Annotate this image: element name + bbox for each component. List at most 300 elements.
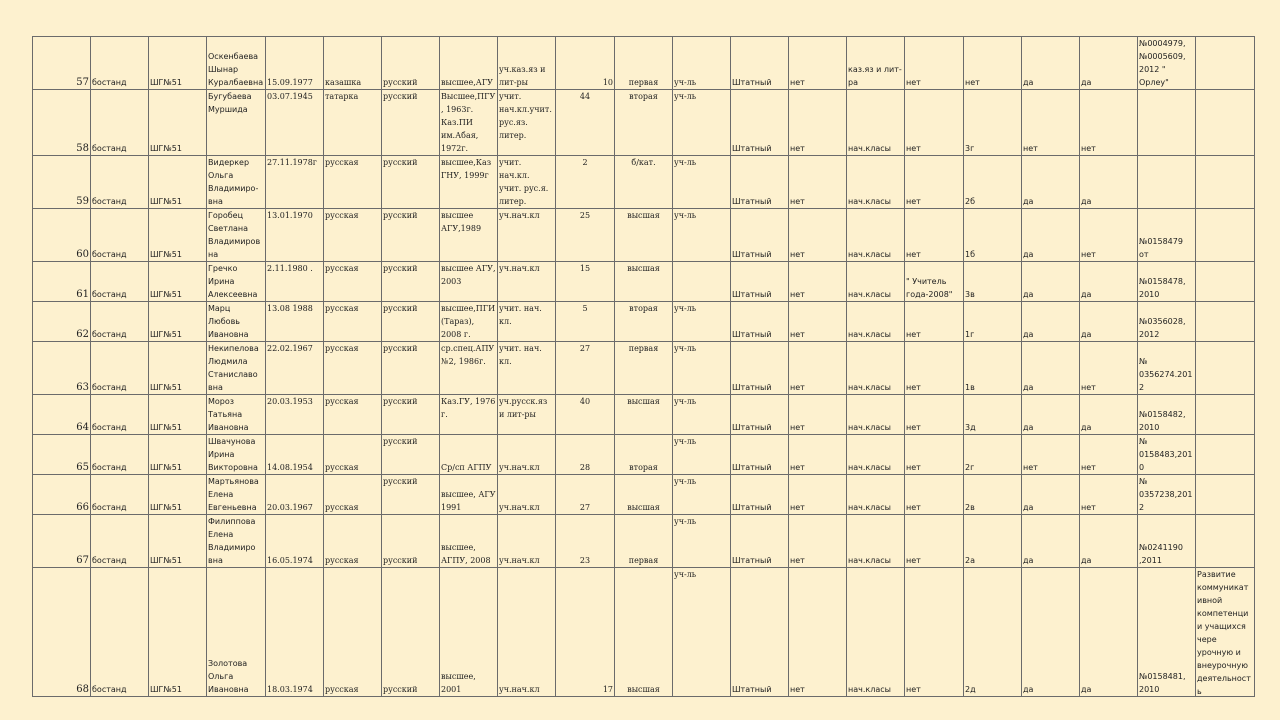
district-text: бостанд	[92, 250, 127, 259]
cell-staff	[731, 515, 789, 568]
name-text: Оскенбаева Шынар Куралбаевна	[208, 52, 264, 87]
col-a-text: нет	[1023, 463, 1038, 472]
num-text: 59	[76, 196, 89, 207]
subject-text: нач.класы	[848, 383, 891, 392]
num-text: 68	[76, 684, 89, 695]
table-row	[33, 568, 1255, 697]
cell-experience	[556, 475, 615, 515]
table-row	[33, 475, 1255, 515]
cell-birth	[266, 475, 324, 515]
school-text: ШГ№51	[150, 423, 182, 432]
cell-specialty	[498, 435, 556, 475]
cell-award	[905, 515, 964, 568]
cell-nation	[324, 568, 382, 697]
combo-text: нет	[790, 144, 805, 153]
cell-district	[91, 435, 149, 475]
col-a-text: да	[1023, 685, 1034, 694]
nation-text: казашка	[325, 78, 362, 87]
category-text: высшая	[627, 211, 660, 220]
cell-position	[673, 342, 731, 395]
cell-nation	[324, 90, 382, 156]
class-ruk-text: 3д	[965, 423, 976, 432]
staff-text: Штатный	[732, 330, 772, 339]
specialty-text: уч.нач.кл	[499, 264, 540, 273]
award-text: нет	[906, 463, 921, 472]
nation-text: русская	[325, 463, 359, 472]
cell-col-a	[1022, 302, 1080, 342]
name-text: Мартьянова Елена Евгеньевна	[208, 477, 259, 512]
specialty-text: уч.нач.кл	[499, 211, 540, 220]
table-row	[33, 302, 1255, 342]
lang-text: русский	[383, 304, 418, 313]
subject-text: нач.класы	[848, 556, 891, 565]
cell-school	[149, 475, 207, 515]
cell-award	[905, 435, 964, 475]
birth-text: 27.11.1978г	[267, 158, 317, 167]
cell-col-b	[1080, 262, 1138, 302]
subject-text: нач.класы	[848, 423, 891, 432]
cell-topic	[1196, 209, 1255, 262]
nation-text: русская	[325, 264, 359, 273]
experience-text: 5	[582, 304, 588, 313]
cell-class-ruk	[964, 515, 1022, 568]
specialty-text: уч.русск.яз и лит-ры	[499, 397, 548, 419]
birth-text: 14.08.1954	[267, 463, 313, 472]
specialty-text: уч.нач.кл	[499, 503, 540, 512]
cell-topic	[1196, 302, 1255, 342]
combo-text: нет	[790, 197, 805, 206]
district-text: бостанд	[92, 423, 127, 432]
specialty-text: уч.нач.кл	[499, 556, 540, 565]
district-text: бостанд	[92, 463, 127, 472]
cell-subject	[847, 262, 905, 302]
cell-col-b	[1080, 515, 1138, 568]
certificate-text: №0158479 от	[1139, 237, 1183, 259]
district-text: бостанд	[92, 556, 127, 565]
cell-school	[149, 568, 207, 697]
cell-subject	[847, 37, 905, 90]
name-text: Филиппова Елена Владимиро вна	[208, 517, 256, 565]
experience-text: 25	[579, 211, 591, 220]
staff-text: Штатный	[732, 78, 772, 87]
staff-text: Штатный	[732, 685, 772, 694]
name-text: Бугубаева Муршида	[208, 92, 252, 114]
cell-award	[905, 90, 964, 156]
cell-education	[440, 568, 498, 697]
certificate-text: № 0357238,2012	[1139, 477, 1193, 512]
lang-text: русский	[383, 158, 418, 167]
cell-name	[207, 568, 266, 697]
cell-experience	[556, 37, 615, 90]
category-text: б/кат.	[631, 158, 656, 167]
staff-text: Штатный	[732, 423, 772, 432]
cell-position	[673, 156, 731, 209]
category-text: первая	[628, 556, 659, 565]
experience-text: 23	[579, 556, 591, 565]
experience-text: 28	[579, 463, 591, 472]
cell-district	[91, 568, 149, 697]
cell-district	[91, 37, 149, 90]
cell-birth	[266, 37, 324, 90]
combo-text: нет	[790, 330, 805, 339]
nation-text: русская	[325, 211, 359, 220]
award-text: нет	[906, 78, 921, 87]
table-row	[33, 90, 1255, 156]
cell-birth	[266, 342, 324, 395]
position-text: уч-ль	[674, 92, 697, 101]
staff-text: Штатный	[732, 556, 772, 565]
cell-birth	[266, 156, 324, 209]
award-text: нет	[906, 383, 921, 392]
cell-nation	[324, 342, 382, 395]
cell-topic	[1196, 475, 1255, 515]
cell-category	[615, 209, 673, 262]
cell-subject	[847, 90, 905, 156]
birth-text: 13.01.1970	[267, 211, 313, 220]
class-ruk-text: 2б	[965, 197, 976, 206]
award-text: нет	[906, 330, 921, 339]
col-a-text: да	[1023, 250, 1034, 259]
award-text: нет	[906, 556, 921, 565]
cell-class-ruk	[964, 209, 1022, 262]
cell-col-b	[1080, 90, 1138, 156]
col-a-text: да	[1023, 78, 1034, 87]
specialty-text: учит. нач.кл.учит. рус.яз. литер.	[499, 92, 552, 140]
nation-text: русская	[325, 397, 359, 406]
name-text: Золотова Ольга Ивановна	[208, 659, 249, 694]
cell-lang	[382, 156, 440, 209]
cell-subject	[847, 435, 905, 475]
cell-birth	[266, 262, 324, 302]
certificate-text: №0356028, 2012	[1139, 317, 1186, 339]
cell-birth	[266, 395, 324, 435]
position-text: уч-ль	[674, 158, 697, 167]
cell-nation	[324, 515, 382, 568]
position-text: уч-ль	[674, 304, 697, 313]
cell-education	[440, 209, 498, 262]
cell-num	[33, 515, 91, 568]
cell-staff	[731, 302, 789, 342]
cell-combo	[789, 342, 847, 395]
cell-education	[440, 156, 498, 209]
cell-position	[673, 515, 731, 568]
cell-education	[440, 435, 498, 475]
education-text: ср.спец.АПУ №2, 1986г.	[441, 344, 495, 366]
cell-col-b	[1080, 209, 1138, 262]
cell-num	[33, 156, 91, 209]
district-text: бостанд	[92, 330, 127, 339]
col-b-text: да	[1081, 290, 1092, 299]
specialty-text: учит. нач. кл.	[499, 304, 542, 326]
cell-name	[207, 475, 266, 515]
nation-text: русская	[325, 158, 359, 167]
lang-text: русский	[383, 437, 418, 446]
school-text: ШГ№51	[150, 290, 182, 299]
cell-award	[905, 156, 964, 209]
cell-lang	[382, 515, 440, 568]
lang-text: русский	[383, 264, 418, 273]
experience-text: 17	[602, 685, 613, 694]
cell-district	[91, 475, 149, 515]
cell-award	[905, 302, 964, 342]
cell-topic	[1196, 435, 1255, 475]
experience-text: 10	[602, 78, 613, 87]
award-text: нет	[906, 197, 921, 206]
award-text: нет	[906, 144, 921, 153]
birth-text: 03.07.1945	[267, 92, 313, 101]
cell-class-ruk	[964, 568, 1022, 697]
cell-subject	[847, 209, 905, 262]
cell-position	[673, 90, 731, 156]
cell-education	[440, 90, 498, 156]
cell-lang	[382, 90, 440, 156]
education-text: Каз.ГУ, 1976 г.	[441, 397, 496, 419]
experience-text: 44	[579, 92, 591, 101]
cell-col-a	[1022, 37, 1080, 90]
cell-award	[905, 262, 964, 302]
cell-education	[440, 515, 498, 568]
birth-text: 13.08 1988	[267, 304, 313, 313]
cell-school	[149, 90, 207, 156]
cell-certificate	[1138, 568, 1196, 697]
cell-category	[615, 435, 673, 475]
combo-text: нет	[790, 383, 805, 392]
certificate-text: №0158482, 2010	[1139, 410, 1186, 432]
cell-education	[440, 342, 498, 395]
cell-specialty	[498, 209, 556, 262]
name-text: Мороз Татьяна Ивановна	[208, 397, 249, 432]
education-text: высшее, АГУ 1991	[441, 490, 496, 512]
lang-text: русский	[383, 477, 418, 486]
class-ruk-text: 2в	[965, 503, 975, 512]
num-text: 66	[76, 502, 89, 513]
lang-text: русский	[383, 78, 418, 87]
school-text: ШГ№51	[150, 685, 182, 694]
category-text: высшая	[627, 264, 660, 273]
cell-specialty	[498, 262, 556, 302]
cell-category	[615, 90, 673, 156]
subject-text: нач.класы	[848, 290, 891, 299]
cell-lang	[382, 395, 440, 435]
cell-staff	[731, 156, 789, 209]
col-a-text: да	[1023, 383, 1034, 392]
cell-position	[673, 568, 731, 697]
category-text: высшая	[627, 503, 660, 512]
cell-subject	[847, 395, 905, 435]
class-ruk-text: 3г	[965, 144, 975, 153]
cell-topic	[1196, 37, 1255, 90]
specialty-text: уч.каз.яз и лит-ры	[499, 65, 546, 87]
district-text: бостанд	[92, 144, 127, 153]
cell-combo	[789, 395, 847, 435]
cell-lang	[382, 262, 440, 302]
cell-col-b	[1080, 156, 1138, 209]
cell-certificate	[1138, 37, 1196, 90]
cell-combo	[789, 302, 847, 342]
cell-birth	[266, 568, 324, 697]
cell-staff	[731, 342, 789, 395]
cell-district	[91, 90, 149, 156]
school-text: ШГ№51	[150, 78, 182, 87]
cell-birth	[266, 435, 324, 475]
table-row	[33, 209, 1255, 262]
cell-position	[673, 37, 731, 90]
lang-text: русский	[383, 556, 418, 565]
topic-text: Развитие коммуникативной компетенции учащихся чере урочную и внеурочную деятельность	[1197, 570, 1251, 696]
staff-text: Штатный	[732, 383, 772, 392]
combo-text: нет	[790, 250, 805, 259]
certificate-text: №0004979, №0005609, 2012 " Орлеу"	[1139, 39, 1186, 87]
cell-category	[615, 302, 673, 342]
certificate-text: №0158478, 2010	[1139, 277, 1186, 299]
category-text: первая	[628, 344, 659, 353]
num-text: 64	[76, 422, 89, 433]
cell-name	[207, 435, 266, 475]
cell-staff	[731, 435, 789, 475]
col-b-text: да	[1081, 685, 1092, 694]
birth-text: 2.11.1980 .	[267, 264, 313, 273]
cell-experience	[556, 568, 615, 697]
birth-text: 22.02.1967	[267, 344, 313, 353]
cell-combo	[789, 156, 847, 209]
cell-experience	[556, 435, 615, 475]
experience-text: 2	[582, 158, 588, 167]
col-b-text: нет	[1081, 503, 1096, 512]
cell-school	[149, 342, 207, 395]
name-text: Марц Любовь Ивановна	[208, 304, 249, 339]
certificate-text: №0158481, 2010	[1139, 672, 1186, 694]
cell-district	[91, 342, 149, 395]
cell-award	[905, 342, 964, 395]
birth-text: 20.03.1953	[267, 397, 313, 406]
cell-experience	[556, 262, 615, 302]
col-b-text: да	[1081, 197, 1092, 206]
certificate-text: № 0158483,2010	[1139, 437, 1193, 472]
cell-birth	[266, 209, 324, 262]
cell-birth	[266, 302, 324, 342]
class-ruk-text: 2д	[965, 685, 976, 694]
table-row	[33, 515, 1255, 568]
col-a-text: да	[1023, 330, 1034, 339]
cell-name	[207, 515, 266, 568]
cell-staff	[731, 209, 789, 262]
cell-certificate	[1138, 209, 1196, 262]
table-row	[33, 435, 1255, 475]
cell-class-ruk	[964, 342, 1022, 395]
cell-subject	[847, 302, 905, 342]
education-text: высшее АГУ, 2003	[441, 264, 496, 286]
specialty-text: учит. нач. кл.	[499, 344, 542, 366]
cell-experience	[556, 302, 615, 342]
num-text: 60	[76, 249, 89, 260]
cell-class-ruk	[964, 395, 1022, 435]
nation-text: татарка	[325, 92, 359, 101]
num-text: 61	[76, 289, 89, 300]
cell-staff	[731, 262, 789, 302]
cell-topic	[1196, 515, 1255, 568]
staff-text: Штатный	[732, 250, 772, 259]
col-a-text: да	[1023, 290, 1034, 299]
class-ruk-text: 3в	[965, 290, 975, 299]
cell-district	[91, 302, 149, 342]
education-text: высшее,ПГИ (Тараз), 2008 г.	[441, 304, 496, 339]
cell-specialty	[498, 90, 556, 156]
cell-nation	[324, 37, 382, 90]
cell-subject	[847, 342, 905, 395]
subject-text: нач.класы	[848, 250, 891, 259]
cell-name	[207, 342, 266, 395]
lang-text: русский	[383, 92, 418, 101]
cell-position	[673, 262, 731, 302]
cell-award	[905, 395, 964, 435]
num-text: 67	[76, 555, 89, 566]
cell-num	[33, 209, 91, 262]
cell-education	[440, 302, 498, 342]
cell-num	[33, 302, 91, 342]
col-b-text: нет	[1081, 463, 1096, 472]
cell-col-a	[1022, 342, 1080, 395]
name-text: Швачунова Ирина Викторовна	[208, 437, 258, 472]
position-text: уч-ль	[674, 517, 697, 526]
cell-school	[149, 515, 207, 568]
subject-text: нач.класы	[848, 685, 891, 694]
birth-text: 18.03.1974	[267, 685, 313, 694]
cell-nation	[324, 209, 382, 262]
combo-text: нет	[790, 290, 805, 299]
cell-col-b	[1080, 568, 1138, 697]
col-a-text: да	[1023, 503, 1034, 512]
cell-col-a	[1022, 515, 1080, 568]
cell-name	[207, 37, 266, 90]
cell-topic	[1196, 262, 1255, 302]
certificate-text: №0241190 ,2011	[1139, 543, 1183, 565]
position-text: уч-ль	[674, 344, 697, 353]
cell-education	[440, 395, 498, 435]
cell-num	[33, 475, 91, 515]
cell-birth	[266, 90, 324, 156]
position-text: уч-ль	[674, 437, 697, 446]
col-a-text: да	[1023, 556, 1034, 565]
cell-name	[207, 302, 266, 342]
col-b-text: да	[1081, 78, 1092, 87]
cell-certificate	[1138, 515, 1196, 568]
cell-num	[33, 342, 91, 395]
cell-num	[33, 90, 91, 156]
district-text: бостанд	[92, 383, 127, 392]
specialty-text: учит. нач.кл. учит. рус.я. литер.	[499, 158, 549, 206]
school-text: ШГ№51	[150, 330, 182, 339]
cell-col-b	[1080, 342, 1138, 395]
cell-lang	[382, 209, 440, 262]
birth-text: 16.05.1974	[267, 556, 313, 565]
class-ruk-text: 1г	[965, 330, 975, 339]
table-row	[33, 342, 1255, 395]
cell-district	[91, 262, 149, 302]
class-ruk-text: 2г	[965, 463, 975, 472]
cell-staff	[731, 90, 789, 156]
cell-combo	[789, 435, 847, 475]
cell-col-b	[1080, 395, 1138, 435]
school-text: ШГ№51	[150, 197, 182, 206]
cell-position	[673, 475, 731, 515]
cell-school	[149, 435, 207, 475]
cell-specialty	[498, 568, 556, 697]
cell-experience	[556, 395, 615, 435]
col-b-text: нет	[1081, 250, 1096, 259]
cell-experience	[556, 209, 615, 262]
position-text: уч-ль	[674, 211, 697, 220]
cell-specialty	[498, 37, 556, 90]
